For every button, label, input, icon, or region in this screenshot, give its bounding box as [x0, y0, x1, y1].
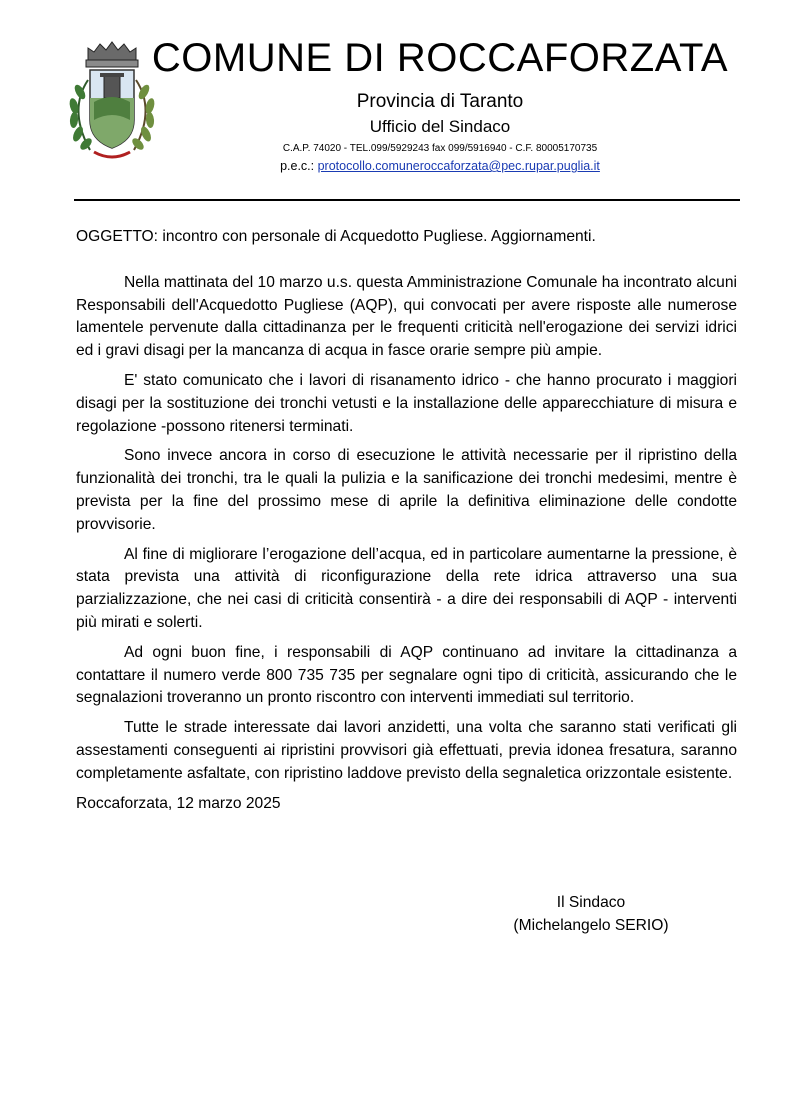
body-paragraph: E' stato comunicato che i lavori di risanamento idrico - che hanno procurato i maggiori disagi per la sostituzione dei tronchi vetusti e la installazione delle apparecchiature di misura e regolazione -possono ritenersi terminati. [76, 371, 737, 435]
body-paragraph: Al fine di migliorare l’erogazione dell’acqua, ed in particolare aumentarne la pressione, è stata prevista una attività di riconfigurazione della rete idrica attraverso una sua parzializzazione, che nei casi di criticità consentirà - a dire dei responsabili di AQP - interventi più mirati e solerti. [76, 545, 737, 631]
body-paragraph: Nella mattinata del 10 marzo u.s. questa Amministrazione Comunale ha incontrato alcuni Responsabili dell'Acquedotto Pugliese (AQP), qui convocati per avere risposte alle numerose lamentele pervenute dalla cittadinanza per le frequenti criticità nell'erogazione dei servizi idrici ed i gravi disagi per la mancanza di acqua in fasce orarie sempre più ampie. [76, 273, 737, 360]
signatory-role: Il Sindaco [556, 894, 626, 911]
letter-body [76, 226, 737, 815]
body-paragraph: Sono invece ancora in corso di esecuzione le attività necessarie per il ripristino della funzionalità dei tronchi, tra le quali la pulizia e la sanificazione dei tronchi medesimi, mentre è prevista per la fine del prossimo mese di aprile la definitiva eliminazione delle condotte provvisorie. [76, 447, 737, 533]
body-paragraph: Tutte le strade interessate dai lavori anzidetti, una volta che saranno stati verificati gli assestamenti conseguenti ai ripristini provvisori già effettuati, previa idonea fresatura, saranno completamente asfaltate, con ripristino laddove previsto della segnaletica orizzontale esistente. [76, 719, 737, 782]
place-and-date: Roccaforzata, 12 marzo 2025 [76, 794, 281, 812]
municipality-title: COMUNE DI ROCCAFORZATA [151, 36, 729, 80]
pec-email-link[interactable]: protocollo.comuneroccaforzata@pec.rupar.puglia.it [317, 159, 600, 173]
body-paragraph: Ad ogni buon fine, i responsabili di AQP continuano ad invitare la cittadinanza a contattare il numero verde 800 735 735 per segnalare ogni tipo di criticità, assicurando che le segnalazioni troveranno un pronto riscontro con interventi immediati sul territorio. [76, 643, 737, 707]
pec-label: p.e.c.: [280, 159, 315, 173]
office-name: Ufficio del Sindaco [369, 117, 511, 136]
letterhead [140, 30, 740, 174]
signatory-name: (Michelangelo SERIO) [513, 916, 669, 934]
pec-line [140, 158, 740, 174]
header-divider [74, 199, 740, 201]
contact-details: C.A.P. 74020 - TEL.099/5929243 fax 099/5916940 - C.F. 80005170735 [282, 143, 598, 154]
province-name: Provincia di Taranto [356, 91, 524, 112]
letter-subject: OGGETTO: incontro con personale di Acquedotto Pugliese. Aggiornamenti. [76, 228, 596, 245]
signature-block [506, 892, 676, 938]
